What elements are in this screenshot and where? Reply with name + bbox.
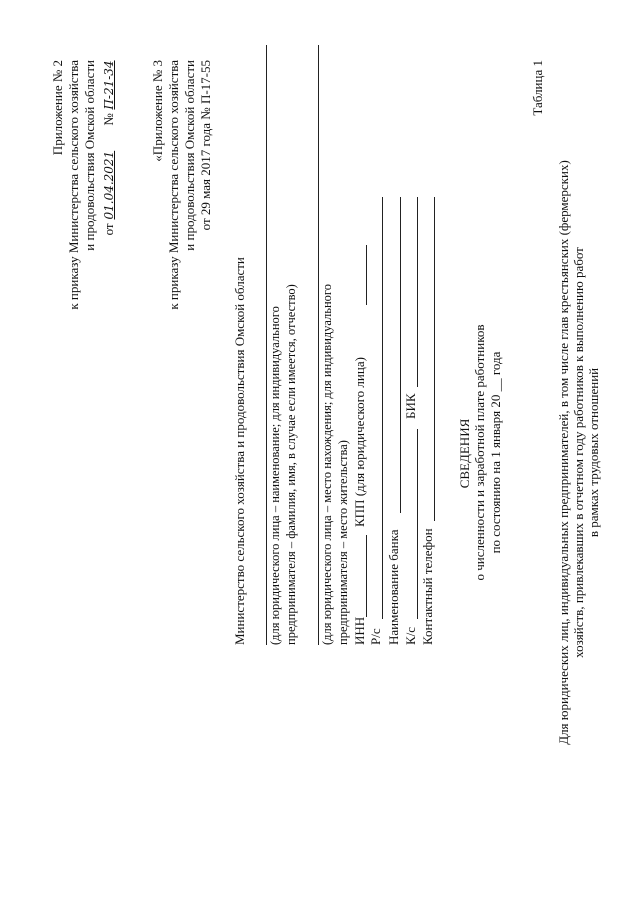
handwritten-number: П-21-34 [102, 60, 116, 110]
org-address-hint-1: (для юридического лица – место нахождения; для индивидуального [320, 284, 334, 645]
org-name-hint-1: (для юридического лица – наименование; для индивидуального [268, 306, 282, 645]
bank-field[interactable] [400, 197, 401, 513]
phone-label: Контактный телефон [420, 528, 435, 645]
table-label: Таблица 1 [530, 60, 545, 116]
phone-field[interactable] [434, 197, 435, 521]
ks-label: К/с [403, 626, 418, 645]
appendix3-ministry: и продовольствия Омской области [182, 60, 197, 251]
appendix2-order: к приказу Министерства сельского хозяйства [66, 60, 81, 310]
rs-field[interactable] [382, 197, 383, 619]
org-name-hint-2: предпринимателя – фамилия, имя, в случае если имеется, отчество) [284, 284, 298, 645]
org-address-line [318, 45, 319, 645]
bank-label: Наименование банка [386, 529, 401, 645]
ks-field[interactable] [417, 429, 418, 619]
document-subtitle-1: о численности и заработной плате работников [472, 324, 487, 581]
number-prefix: № [101, 113, 116, 126]
recipient-ministry: Министерство сельского хозяйства и продовольствия Омской области [232, 257, 247, 645]
org-name-line [266, 45, 267, 645]
table-caption-1: Для юридических лиц, индивидуальных предпринимателей, в том числе глав крестьянских (фермерских) [556, 160, 571, 745]
document-title: СВЕДЕНИЯ [457, 418, 472, 489]
appendix3-title: «Приложение № 3 [150, 60, 165, 162]
appendix2-ministry: и продовольствия Омской области [82, 60, 97, 251]
bik-field[interactable] [417, 197, 418, 387]
handwritten-date: 01.04.2021 [102, 150, 116, 220]
org-address-hint-2: предпринимателя – место жительства) [336, 440, 350, 645]
document-title-row [457, 0, 472, 905]
rs-label: Р/с [368, 628, 383, 645]
inn-field[interactable] [366, 535, 367, 617]
table-caption-2: хозяйств, привлекавших в отчетном году работников к выполнению работ [571, 247, 586, 658]
appendix3-date: от 29 мая 2017 года № П-17-55 [198, 60, 213, 231]
inn-label: ИНН [352, 616, 367, 645]
appendix2-title: Приложение № 2 [50, 60, 65, 156]
kpp-field[interactable] [366, 245, 367, 305]
appendix3-order: к приказу Министерства сельского хозяйства [166, 60, 181, 310]
bik-label: БИК [403, 393, 418, 419]
kpp-label: КПП (для юридического лица) [352, 357, 367, 527]
document-subtitle-2: по состоянию на 1 января 20 __ года [488, 351, 503, 554]
date-prefix: от [101, 223, 116, 236]
appendix2-date-line [101, 60, 117, 235]
table-caption-3: в рамках трудовых отношений [586, 367, 601, 538]
